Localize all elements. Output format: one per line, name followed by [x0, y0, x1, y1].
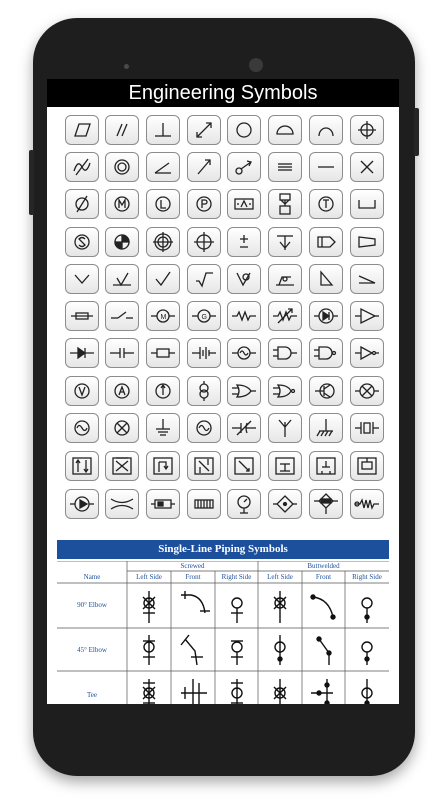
capacitor-icon	[106, 339, 138, 367]
transistor-icon	[310, 377, 342, 405]
filter-tile[interactable]	[187, 489, 221, 519]
circle-p-icon	[188, 190, 220, 218]
valve-box-2-icon	[106, 452, 138, 480]
minus-line-tile[interactable]	[309, 152, 343, 182]
col-left-side: Left Side	[136, 573, 162, 581]
transformer-tile[interactable]	[187, 376, 221, 406]
crosshair-circle-icon	[351, 116, 383, 144]
col-front: Front	[185, 573, 201, 581]
diode-tile[interactable]	[65, 338, 99, 368]
check-icon	[147, 265, 179, 293]
valve-box-1-icon	[66, 452, 98, 480]
taper-icon	[351, 228, 383, 256]
circle-l-tile[interactable]	[146, 189, 180, 219]
slashed-wave-icon	[66, 153, 98, 181]
front-camera	[249, 58, 263, 72]
and-gate-tile[interactable]	[268, 338, 302, 368]
arrows-diagonal-icon	[188, 116, 220, 144]
valve-box-2-tile[interactable]	[105, 451, 139, 481]
wedge-icon	[351, 265, 383, 293]
cross-icon	[351, 153, 383, 181]
amplifier-tile[interactable]	[350, 301, 384, 331]
gauge-tile[interactable]	[227, 489, 261, 519]
oscillator-icon	[66, 414, 98, 442]
weld-check-icon	[106, 265, 138, 293]
circle-tile[interactable]	[227, 115, 261, 145]
or-gate-tile[interactable]	[227, 376, 261, 406]
transformer-icon	[188, 377, 220, 405]
sine-source-icon	[188, 414, 220, 442]
pointed-box-icon	[310, 228, 342, 256]
voltmeter-tile[interactable]	[65, 376, 99, 406]
led-icon	[310, 302, 342, 330]
chain-arrow-icon	[228, 153, 260, 181]
target-crosshair-2-tile[interactable]	[187, 227, 221, 257]
diameter-icon	[66, 190, 98, 218]
crystal-tile[interactable]	[350, 413, 384, 443]
fuse-icon	[66, 302, 98, 330]
chassis-ground-tile[interactable]	[309, 413, 343, 443]
half-circle-icon	[269, 116, 301, 144]
valve-box-1-tile[interactable]	[65, 451, 99, 481]
circle-s-icon	[66, 228, 98, 256]
weld-flare-icon	[228, 265, 260, 293]
lamp-tile[interactable]	[350, 376, 384, 406]
row-name: 90° Elbow	[77, 601, 107, 609]
venturi-icon	[106, 490, 138, 518]
target-crosshair-icon	[147, 228, 179, 256]
switch-icon	[106, 302, 138, 330]
arc-tile[interactable]	[309, 115, 343, 145]
perpendicular-icon	[147, 116, 179, 144]
lamp-icon	[351, 377, 383, 405]
valve-box-7-tile[interactable]	[309, 451, 343, 481]
down-arrow-tee-tile[interactable]	[268, 227, 302, 257]
col-right-side-2: Right Side	[352, 573, 382, 581]
root-tile[interactable]	[187, 264, 221, 294]
circle-icon	[228, 116, 260, 144]
taper-tile[interactable]	[350, 227, 384, 257]
group-screwed: Screwed	[180, 562, 205, 570]
equals-lines-icon	[269, 153, 301, 181]
centroid-tile[interactable]	[105, 227, 139, 257]
col-right-side: Right Side	[221, 573, 252, 581]
antenna-tile[interactable]	[268, 413, 302, 443]
wedge-tile[interactable]	[350, 264, 384, 294]
weld-flare-tile[interactable]	[227, 264, 261, 294]
valve-box-4-icon	[188, 452, 220, 480]
heat-exchanger-tile[interactable]	[309, 489, 343, 519]
or-gate-icon	[228, 377, 260, 405]
diameter-tile[interactable]	[65, 189, 99, 219]
target-crosshair-2-icon	[188, 228, 220, 256]
valve-box-6-icon	[269, 452, 301, 480]
valve-box-7-icon	[310, 452, 342, 480]
ground-icon	[147, 414, 179, 442]
sensor-dot	[124, 64, 129, 69]
amplifier-icon	[351, 302, 383, 330]
resistor-tile[interactable]	[227, 301, 261, 331]
oscillator-tile[interactable]	[65, 413, 99, 443]
valve-box-3-tile[interactable]	[146, 451, 180, 481]
generator-tile[interactable]	[187, 301, 221, 331]
circle-l-icon	[147, 190, 179, 218]
cross-circle-tile[interactable]	[105, 413, 139, 443]
circle-m-tile[interactable]	[105, 189, 139, 219]
chain-arrow-tile[interactable]	[227, 152, 261, 182]
ac-source-tile[interactable]	[227, 338, 261, 368]
pointed-box-tile[interactable]	[309, 227, 343, 257]
app-title: Engineering Symbols	[47, 79, 399, 107]
double-slash-icon	[106, 116, 138, 144]
variable-capacitor-icon	[228, 414, 260, 442]
nor-gate-tile[interactable]	[268, 376, 302, 406]
flowmeter-icon	[147, 490, 179, 518]
crosshair-circle-tile[interactable]	[350, 115, 384, 145]
ac-source-icon	[228, 339, 260, 367]
check-v-tile[interactable]	[65, 264, 99, 294]
parallelogram-icon	[66, 116, 98, 144]
check-tile[interactable]	[146, 264, 180, 294]
generator-icon	[188, 302, 220, 330]
circle-s-tile[interactable]	[65, 227, 99, 257]
volume-button	[29, 150, 34, 215]
battery-tile[interactable]	[187, 338, 221, 368]
valve-box-6-tile[interactable]	[268, 451, 302, 481]
coil-icon	[351, 490, 383, 518]
weld-lean-tile[interactable]	[268, 264, 302, 294]
galvanometer-icon	[147, 377, 179, 405]
right-triangle-icon	[310, 265, 342, 293]
heat-exchanger-icon	[310, 490, 342, 518]
cell-icon	[147, 339, 179, 367]
switch-tile[interactable]	[105, 301, 139, 331]
tray-tile[interactable]	[350, 189, 384, 219]
perpendicular-tile[interactable]	[146, 115, 180, 145]
parallelogram-tile[interactable]	[65, 115, 99, 145]
right-triangle-tile[interactable]	[309, 264, 343, 294]
concentric-circles-tile[interactable]	[105, 152, 139, 182]
nor-gate-icon	[269, 377, 301, 405]
filter-icon	[188, 490, 220, 518]
variable-resistor-icon	[269, 302, 301, 330]
angle-icon	[147, 153, 179, 181]
ground-tile[interactable]	[146, 413, 180, 443]
diamond-valve-tile[interactable]	[268, 489, 302, 519]
arrows-diagonal-tile[interactable]	[187, 115, 221, 145]
pump-icon	[66, 490, 98, 518]
row-name: 45° Elbow	[77, 646, 107, 654]
led-tile[interactable]	[309, 301, 343, 331]
half-circle-tile[interactable]	[268, 115, 302, 145]
arrow-diagonal-tile[interactable]	[187, 152, 221, 182]
chassis-ground-icon	[310, 414, 342, 442]
arrow-diagonal-icon	[188, 153, 220, 181]
minus-line-icon	[310, 153, 342, 181]
datum-target-icon	[269, 190, 301, 218]
slashed-wave-tile[interactable]	[65, 152, 99, 182]
ammeter-icon	[106, 377, 138, 405]
weld-check-tile[interactable]	[105, 264, 139, 294]
resistor-icon	[228, 302, 260, 330]
power-button	[414, 108, 419, 156]
crystal-icon	[351, 414, 383, 442]
variable-capacitor-tile[interactable]	[227, 413, 261, 443]
double-slash-tile[interactable]	[105, 115, 139, 145]
valve-box-5-icon	[228, 452, 260, 480]
venturi-tile[interactable]	[105, 489, 139, 519]
boxed-a-tile[interactable]	[227, 189, 261, 219]
col-left-side-2: Left Side	[267, 573, 293, 581]
group-buttwelded: Buttwelded	[307, 562, 340, 570]
battery-icon	[188, 339, 220, 367]
capacitor-tile[interactable]	[105, 338, 139, 368]
galvanometer-tile[interactable]	[146, 376, 180, 406]
valve-box-8-tile[interactable]	[350, 451, 384, 481]
root-icon	[188, 265, 220, 293]
and-gate-2-icon	[310, 339, 342, 367]
circle-m-icon	[106, 190, 138, 218]
buffer-icon	[351, 339, 383, 367]
motor-tile[interactable]	[146, 301, 180, 331]
angle-tile[interactable]	[146, 152, 180, 182]
plus-minus-icon	[228, 228, 260, 256]
ammeter-tile[interactable]	[105, 376, 139, 406]
valve-box-8-icon	[351, 452, 383, 480]
circle-p-tile[interactable]	[187, 189, 221, 219]
fuse-tile[interactable]	[65, 301, 99, 331]
boxed-a-icon	[228, 190, 260, 218]
check-v-icon	[66, 265, 98, 293]
row-name: Tee	[86, 691, 97, 699]
valve-box-5-tile[interactable]	[227, 451, 261, 481]
variable-resistor-tile[interactable]	[268, 301, 302, 331]
centroid-icon	[106, 228, 138, 256]
antenna-icon	[269, 414, 301, 442]
circle-t-tile[interactable]	[309, 189, 343, 219]
target-crosshair-tile[interactable]	[146, 227, 180, 257]
datum-target-tile[interactable]	[268, 189, 302, 219]
transistor-tile[interactable]	[309, 376, 343, 406]
cross-tile[interactable]	[350, 152, 384, 182]
motor-icon	[147, 302, 179, 330]
plus-minus-tile[interactable]	[227, 227, 261, 257]
valve-box-4-tile[interactable]	[187, 451, 221, 481]
piping-table-title: Single-Line Piping Symbols	[57, 540, 389, 559]
diamond-valve-icon	[269, 490, 301, 518]
gauge-icon	[228, 490, 260, 518]
sine-source-tile[interactable]	[187, 413, 221, 443]
voltmeter-icon	[66, 377, 98, 405]
svg-text:G: G	[201, 314, 207, 321]
weld-lean-icon	[269, 265, 301, 293]
circle-t-icon	[310, 190, 342, 218]
pump-tile[interactable]	[65, 489, 99, 519]
flowmeter-tile[interactable]	[146, 489, 180, 519]
valve-box-3-icon	[147, 452, 179, 480]
equals-lines-tile[interactable]	[268, 152, 302, 182]
coil-tile[interactable]	[350, 489, 384, 519]
piping-symbols	[143, 591, 372, 704]
arc-icon	[310, 116, 342, 144]
col-front-2: Front	[315, 573, 332, 581]
cross-circle-icon	[106, 414, 138, 442]
concentric-circles-icon	[106, 153, 138, 181]
col-name: Name	[83, 573, 101, 581]
diode-icon	[66, 339, 98, 367]
tray-icon	[351, 190, 383, 218]
and-gate-icon	[269, 339, 301, 367]
buffer-tile[interactable]	[350, 338, 384, 368]
and-gate-2-tile[interactable]	[309, 338, 343, 368]
cell-tile[interactable]	[146, 338, 180, 368]
app-screen	[47, 79, 399, 704]
down-arrow-tee-icon	[269, 228, 301, 256]
svg-text:M: M	[160, 314, 167, 321]
piping-table	[57, 561, 389, 704]
